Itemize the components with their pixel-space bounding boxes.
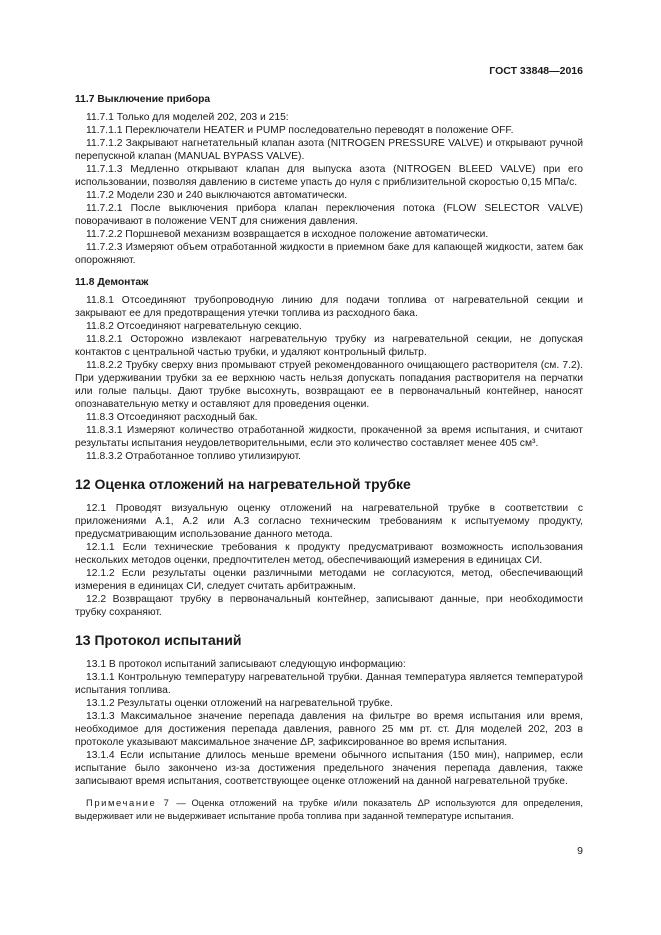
page-number: 9	[577, 845, 583, 857]
paragraph: 11.7.2 Модели 230 и 240 выключаются автоматически.	[86, 190, 348, 201]
paragraph: 11.7.1.2 Закрывают нагнетательный клапан азота (NITROGEN PRESSURE VALVE) и открывают ручной перепускной клапан (MANUAL BYPASS VALVE).	[75, 138, 583, 162]
paragraph: 12.1 Проводят визуальную оценку отложений на нагревательной трубке в соответствии с приложениями А.1, А.2 или А.3 согласно техническим требованиям к испытуемому продукту, предусматривающим использование данного метода.	[75, 503, 583, 540]
paragraph: 13.1.2 Результаты оценки отложений на нагревательной трубке.	[86, 698, 393, 709]
paragraph: 11.7.1.1 Переключатели HEATER и PUMP последовательно переводят в положение OFF.	[86, 125, 514, 136]
paragraph: 11.7.2.2 Поршневой механизм возвращается в исходное положение автоматически.	[86, 229, 489, 240]
paragraph: 11.8.3.1 Измеряют количество отработанной жидкости, прокаченной за время испытания, и считают результаты испытания неудовлетворительными, если это количество составляет менее 405 см³.	[75, 425, 583, 449]
section-11-7-title: 11.7 Выключение прибора	[75, 94, 211, 105]
paragraph: 13.1.3 Максимальное значение перепада давления на фильтре во время испытания или время, необходимое для достижения перепада давления, равного 25 мм рт. ст. Для моделей 202, 203 в протоколе указывают максимальное значение ΔP, зафиксированное во время испытания.	[75, 711, 583, 748]
paragraph: 12.1.2 Если результаты оценки различными методами не согласуются, метод, обеспечивающий измерения в единицах СИ, следует считать арбитражным.	[75, 568, 583, 592]
note-text: — Оценка отложений на трубке и/или показатель ΔP используются для определения, выдерживает или не выдерживает испытание проба топлива при заданной температуре испытания.	[75, 797, 583, 821]
paragraph: 11.7.1 Только для моделей 202, 203 и 215:	[86, 112, 289, 123]
section-11-8-title: 11.8 Демонтаж	[75, 277, 149, 288]
note	[75, 797, 583, 822]
section-13-title: 13 Протокол испытаний	[75, 632, 242, 648]
paragraph: 11.7.2.1 После выключения прибора клапан переключения потока (FLOW SELECTOR VALVE) поворачивают в положение VENT для снижения давления.	[75, 203, 583, 227]
paragraph: 12.2 Возвращают трубку в первоначальный контейнер, записывают данные, при необходимости трубку сохраняют.	[75, 594, 583, 618]
paragraph: 13.1.4 Если испытание длилось меньше времени обычного испытания (150 мин), например, если испытание было закончено из-за достижения предельного значения перепада давления, также записывают время испытания, соответствующее оценке отложений на данной нагревательной трубке.	[75, 750, 583, 787]
standard-header: ГОСТ 33848—2016	[489, 65, 583, 77]
paragraph: 12.1.1 Если технические требования к продукту предусматривают возможность использования нескольких методов оценки, предпочтителен метод, обеспечивающий измерения в единицах СИ.	[75, 542, 583, 566]
paragraph: 11.8.1 Отсоединяют трубопроводную линию для подачи топлива от нагревательной секции и закрывают ее для предотвращения утечки топлива из расходного бака.	[75, 295, 583, 319]
paragraph: 13.1.1 Контрольную температуру нагревательной трубки. Данная температура является температурой испытания топлива.	[75, 672, 583, 696]
paragraph: 11.7.1.3 Медленно открывают клапан для выпуска азота (NITROGEN BLEED VALVE) при его использовании, позволяя давлению в системе упасть до нуля с приблизительной скоростью 0,15 МПа/с.	[75, 164, 583, 188]
paragraph: 11.8.2.2 Трубку сверху вниз промывают струей рекомендованного очищающего растворителя (см. 7.2). При удерживании трубки за ее верхнюю часть нельзя допускать попадания растворителя на перчатки или голые пальцы. Дают трубке высохнуть, возвращают ее в первоначальный контейнер, наносят опознавательную метку и оставляют для проведения оценки.	[75, 360, 583, 410]
paragraph: 11.8.3 Отсоединяют расходный бак.	[86, 412, 258, 423]
paragraph: 11.8.2 Отсоединяют нагревательную секцию.	[86, 321, 302, 332]
note-label: Примечание 7	[86, 797, 171, 808]
section-12-title: 12 Оценка отложений на нагревательной трубке	[75, 476, 411, 492]
paragraph: 13.1 В протокол испытаний записывают следующую информацию:	[86, 659, 406, 670]
paragraph: 11.8.2.1 Осторожно извлекают нагревательную трубку из нагревательной секции, не допуская контактов с центральной частью трубки, и удаляют контрольный фильтр.	[75, 334, 583, 358]
paragraph: 11.7.2.3 Измеряют объем отработанной жидкости в приемном баке для капающей жидкости, затем бак опорожняют.	[75, 242, 583, 266]
paragraph: 11.8.3.2 Отработанное топливо утилизируют.	[86, 451, 302, 462]
document-body	[75, 93, 583, 822]
